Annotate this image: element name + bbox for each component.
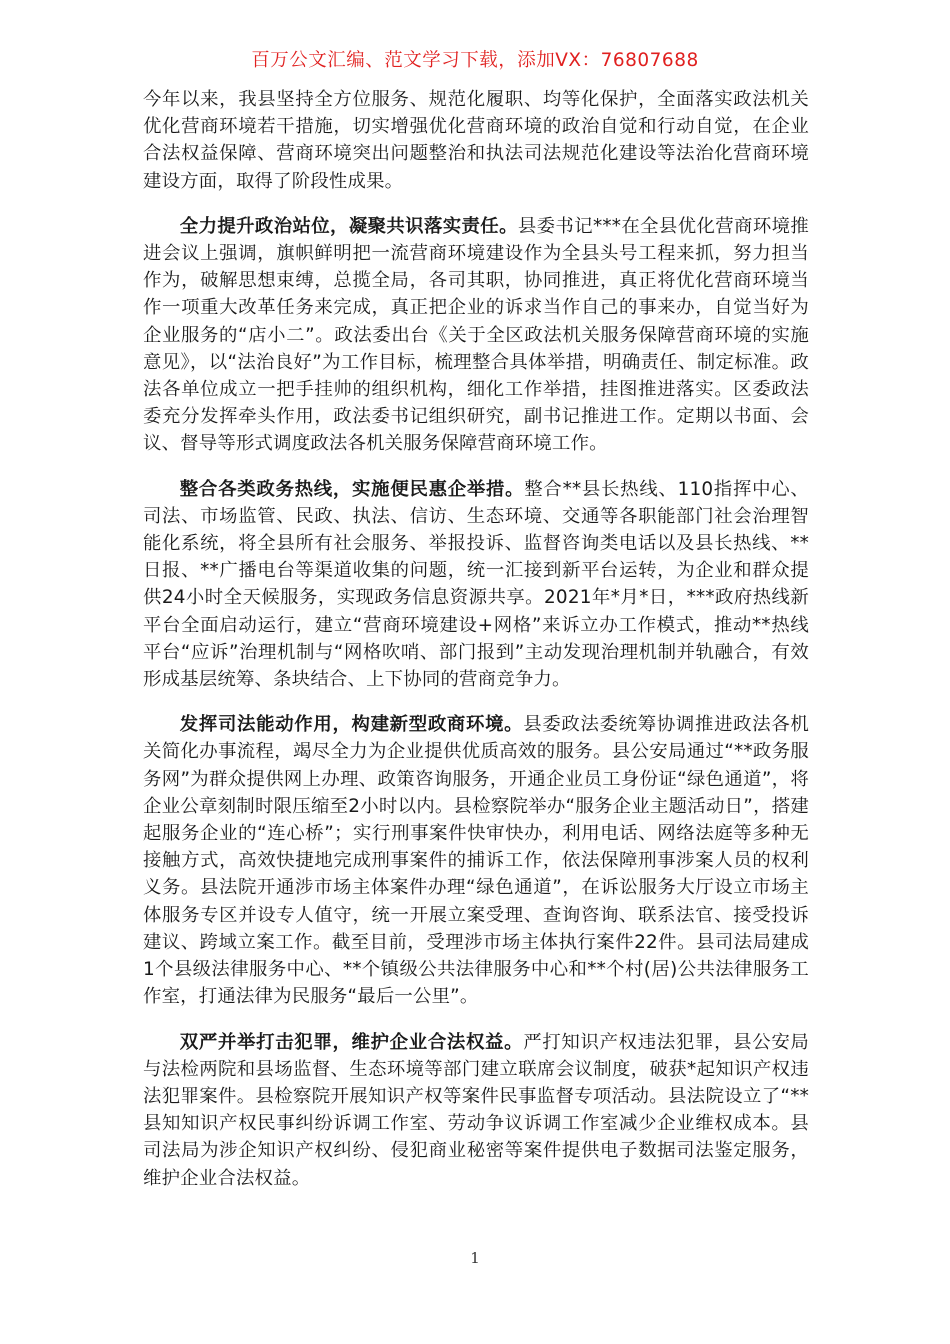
paragraph-text: 整合**县长热线、110指挥中心、司法、市场监管、民政、执法、信访、生态环境、交通等各职能部门社会治理智能化系统，将全县所有社会服务、举报投诉、监督咨询类电话以及县长热线、**日报、**广播电台等渠道收集的问题，统一汇接到新平台运转，为企业和群众提供24小时全天候服务，实现政务信息资源共享。2021年*月*日，***政府热线新平台全面启动运行，建立“营商环境建设+网格”来诉立办工作模式，推动**热线平台“应诉”治理机制与“网格吹哨、部门报到”主动发现治理机制并轨融合，有效形成基层统筹、条块结合、上下协同的营商竞争力。 xyxy=(143,478,809,691)
paragraph-text: 县委政法委统筹协调推进政法各机关简化办事流程，竭尽全力为企业提供优质高效的服务。县公安局通过“**政务服务网”为群众提供网上办理、政策咨询服务，开通企业员工身份证“绿色通道”，将企业公章刻制时限压缩至2小时以内。县检察院举办“服务企业主题活动日”，搭建起服务企业的“连心桥”；实行刑事案件快审快办，利用电话、网络法庭等多种无接触方式，高效快捷地完成刑事案件的捕诉工作，依法保障刑事涉案人员的权利义务。县法院开通涉市场主体案件办理“绿色通道”，在诉讼服务大厅设立市场主体服务专区并设专人值守，统一开展立案受理、查询咨询、联系法官、接受投诉建议、跨域立案工作。截至目前，受理涉市场主体执行案件22件。县司法局建成1个县级法律服务中心、**个镇级公共法律服务中心和**个村(居)公共法律服务工作室，打通法律为民服务“最后一公里”。 xyxy=(143,714,809,1008)
page-number: 1 xyxy=(470,1249,480,1267)
paragraph-crime-crackdown xyxy=(143,1029,809,1192)
paragraph-intro xyxy=(143,86,809,195)
paragraph-political-stance xyxy=(143,213,809,458)
page-header-banner: 百万公文汇编、范文学习下载，添加VX：76807688 xyxy=(251,50,699,71)
paragraph-text: 县委书记***在全县优化营商环境推进会议上强调，旗帜鲜明把一流营商环境建设作为全县头号工程来抓，努力担当作为，破解思想束缚，总揽全局，各司其职，协同推进，真正将优化营商环境当作一项重大改革任务来完成，真正把企业的诉求当作自己的事来办，自觉当好为企业服务的“店小二”。政法委出台《关于全区政法机关服务保障营商环境的实施意见》，以“法治良好”为工作目标，梳理整合具体举措，明确责任、制定标准。政法各单位成立一把手挂帅的组织机构，细化工作举措，挂图推进落实。区委政法委充分发挥牵头作用，政法委书记组织研究，副书记推进工作。定期以书面、会议、督导等形式调度政法各机关服务保障营商环境工作。 xyxy=(143,215,809,455)
paragraph-text: 严打知识产权违法犯罪，县公安局与法检两院和县场监督、生态环境等部门建立联席会议制度，破获*起知识产权违法犯罪案件。县检察院开展知识产权等案件民事监督专项活动。县法院设立了“**县知知识产权民事纠纷诉调工作室、劳动争议诉调工作室减少企业维权成本。县司法局为涉企知识产权纠纷、侵犯商业秘密等案件提供电子数据司法鉴定服务，维护企业合法权益。 xyxy=(143,1031,809,1189)
paragraph-lead: 双严并举打击犯罪，维护企业合法权益。 xyxy=(179,1031,524,1053)
paragraph-lead: 整合各类政务热线，实施便民惠企举措。 xyxy=(179,478,525,500)
paragraph-lead: 全力提升政治站位，凝聚共识落实责任。 xyxy=(179,215,518,237)
paragraph-lead: 发挥司法能动作用，构建新型政商环境。 xyxy=(179,714,524,736)
document-body xyxy=(143,86,809,1210)
paragraph-judicial-role xyxy=(143,711,809,1010)
paragraph-hotline-integration xyxy=(143,476,809,694)
paragraph-text: 今年以来，我县坚持全方位服务、规范化履职、均等化保护，全面落实政法机关优化营商环境若干措施，切实增强优化营商环境的政治自觉和行动自觉，在企业合法权益保障、营商环境突出问题整治和执法司法规范化建设等法治化营商环境建设方面，取得了阶段性成果。 xyxy=(143,89,809,192)
